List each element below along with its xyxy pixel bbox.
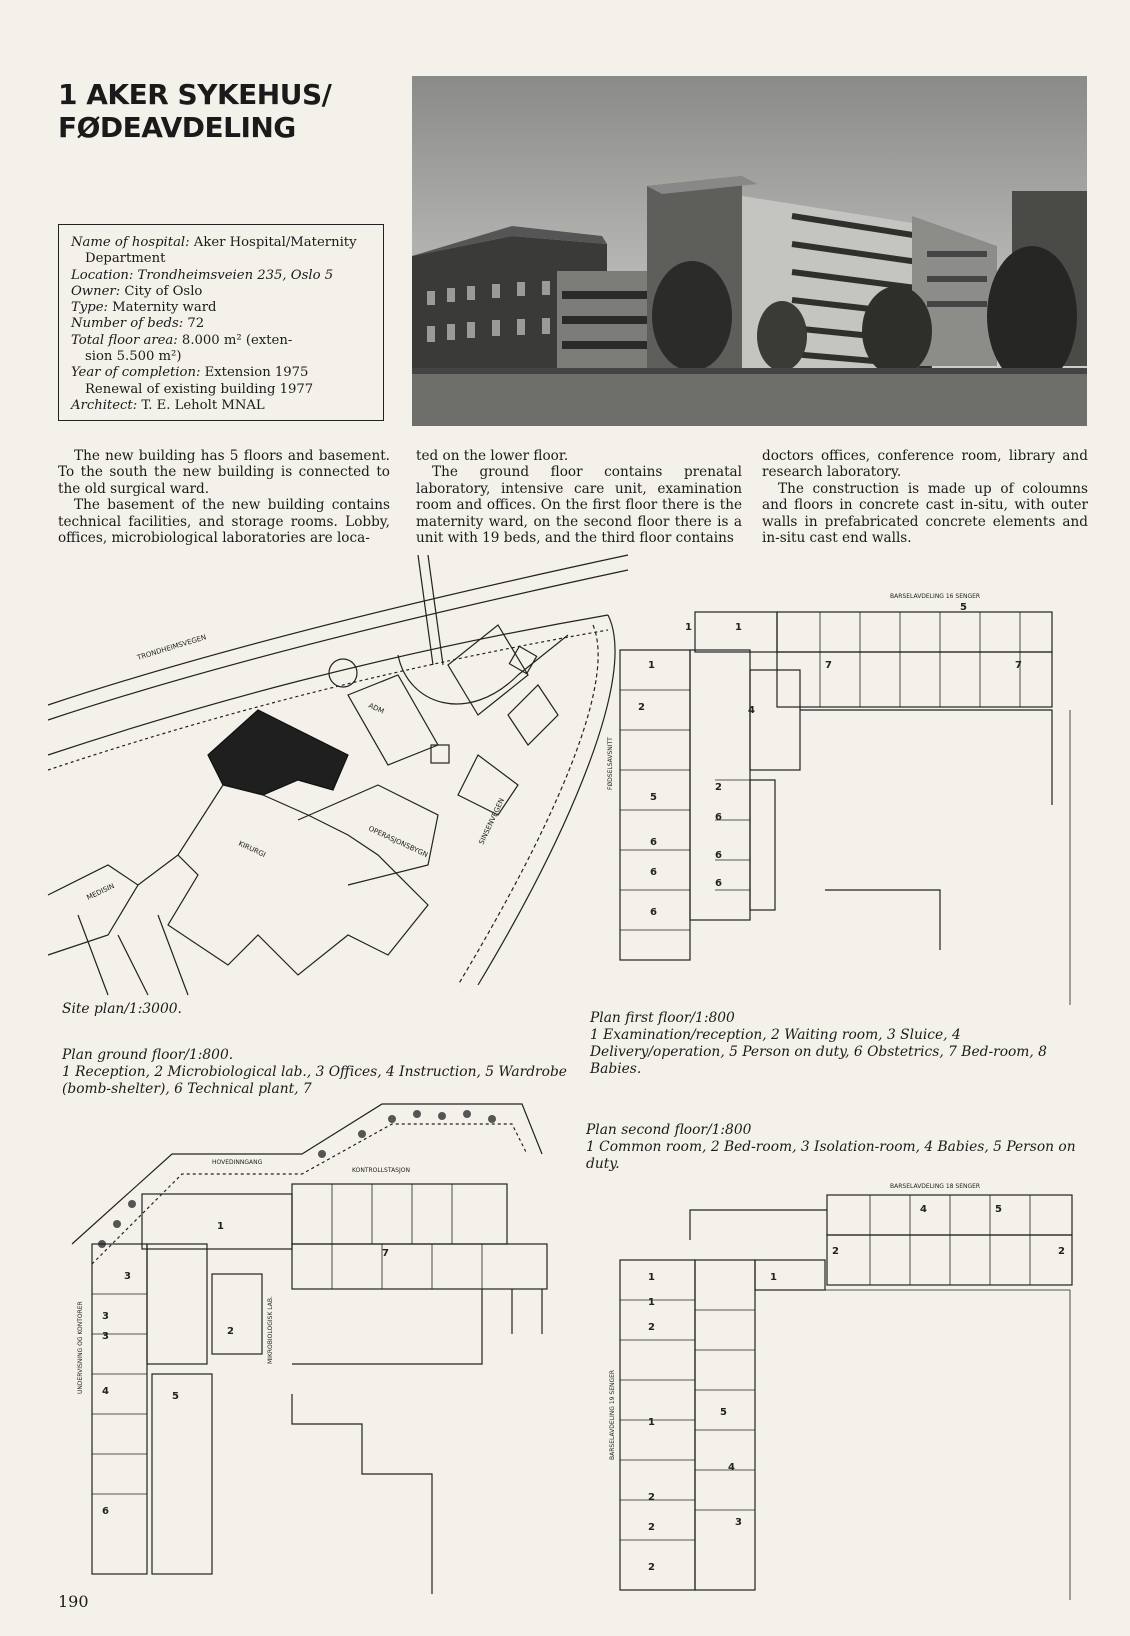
svg-text:5: 5 xyxy=(172,1391,179,1402)
name-label: Name of hospital: xyxy=(71,235,190,250)
paragraph: The basement of the new building contains technical facilities, and storage rooms. Lobby, offices, microbiological laboratories are loca- xyxy=(58,497,390,547)
svg-text:1: 1 xyxy=(648,1417,655,1428)
location-line: Location: Trondheimsveien 235, Oslo 5 xyxy=(71,267,334,283)
caption-first-floor xyxy=(590,1010,1090,1078)
site-label-operasjon: OPERASJONSBYGN xyxy=(367,824,430,860)
owner-label: Owner: xyxy=(71,283,121,299)
second-floor-plan xyxy=(609,1180,1100,1600)
svg-text:2: 2 xyxy=(648,1492,655,1503)
svg-text:6: 6 xyxy=(650,837,657,848)
building-photo xyxy=(412,76,1087,426)
name-value: Aker Hospital/Maternity xyxy=(189,235,357,250)
svg-text:5: 5 xyxy=(720,1407,727,1418)
plan-label-entrance: HOVEDINNGANG xyxy=(212,1159,263,1166)
svg-text:1: 1 xyxy=(648,1297,655,1308)
svg-text:4: 4 xyxy=(748,705,755,716)
first-floor-plan xyxy=(607,590,1100,1005)
site-label-road1: TRONDHEIMSVEGEN xyxy=(136,633,208,662)
beds-value: 72 xyxy=(183,316,205,332)
site-label-adm: ADM xyxy=(367,701,386,716)
svg-text:7: 7 xyxy=(1015,660,1022,671)
title-line-2: FØDEAVDELING xyxy=(58,111,296,144)
year-value-cont: Renewal of existing building 1977 xyxy=(85,381,314,397)
paragraph: doctors offices, conference room, library and research laboratory. xyxy=(762,448,1088,481)
page-number: 190 xyxy=(58,1592,89,1611)
year-label: Year of completion: xyxy=(71,365,201,381)
plan-header-second: BARSELAVDELING 18 SENGER xyxy=(890,1183,981,1190)
caption-ground-title: Plan ground floor/1:800. xyxy=(62,1047,234,1063)
paragraph: The ground floor contains prenatal laboratory, intensive care unit, examination room and offices. On the first floor there is the maternity ward, on the second floor there is a unit with 19 beds, and the third floor contains xyxy=(416,464,742,547)
svg-text:6: 6 xyxy=(102,1506,109,1517)
svg-text:4: 4 xyxy=(102,1386,109,1397)
plan-side-first: FØDSELSAVSNITT xyxy=(607,737,614,790)
svg-text:6: 6 xyxy=(715,812,722,823)
svg-text:2: 2 xyxy=(227,1326,234,1337)
svg-text:6: 6 xyxy=(650,907,657,918)
paragraph: The new building has 5 floors and basement. To the south the new building is connected to the old surgical ward. xyxy=(58,448,390,497)
svg-text:3: 3 xyxy=(102,1331,109,1342)
ground-floor-plan xyxy=(52,1094,592,1594)
svg-text:5: 5 xyxy=(650,792,657,803)
plan-side-second: BARSELAVDELING 19 SENGER xyxy=(609,1369,616,1460)
caption-first-title: Plan first floor/1:800 xyxy=(590,1010,735,1026)
site-plan-drawing xyxy=(48,555,628,995)
hospital-info-box xyxy=(58,224,384,421)
caption-second-floor xyxy=(586,1122,1091,1173)
svg-text:2: 2 xyxy=(715,782,722,793)
svg-text:5: 5 xyxy=(995,1204,1002,1215)
caption-ground-floor xyxy=(62,1047,572,1098)
svg-text:3: 3 xyxy=(124,1271,131,1282)
svg-text:6: 6 xyxy=(715,850,722,861)
svg-text:3: 3 xyxy=(102,1311,109,1322)
svg-text:1: 1 xyxy=(648,660,655,671)
svg-text:2: 2 xyxy=(648,1322,655,1333)
caption-first-text: 1 Examination/reception, 2 Waiting room, 3 Sluice, 4 Delivery/operation, 5 Person on duty, 6 Obstetrics, 7 Bed-room, 8 Babies. xyxy=(590,1027,1047,1077)
svg-text:7: 7 xyxy=(382,1248,389,1259)
svg-text:5: 5 xyxy=(960,602,967,613)
caption-site-plan: Site plan/1:3000. xyxy=(62,1001,182,1017)
plan-label-lab: MIKROBIOLOGISK LAB. xyxy=(267,1296,274,1364)
area-value-cont: sion 5.500 m²) xyxy=(85,349,182,365)
body-column-2 xyxy=(416,448,742,546)
beds-label: Number of beds: xyxy=(71,316,184,332)
svg-text:6: 6 xyxy=(650,867,657,878)
owner-value: City of Oslo xyxy=(120,283,203,299)
svg-text:2: 2 xyxy=(832,1246,839,1257)
svg-text:1: 1 xyxy=(648,1272,655,1283)
svg-text:2: 2 xyxy=(638,702,645,713)
caption-ground-text: 1 Reception, 2 Microbiological lab., 3 Offices, 4 Instruction, 5 Wardrobe (bomb-shelter), 6 Technical plant, 7 xyxy=(62,1064,567,1097)
site-label-medisin: MEDISIN xyxy=(85,882,116,902)
caption-second-title: Plan second floor/1:800 xyxy=(586,1122,752,1138)
page-title xyxy=(58,78,331,144)
svg-text:2: 2 xyxy=(648,1522,655,1533)
area-label: Total floor area: xyxy=(71,332,178,348)
svg-text:3: 3 xyxy=(735,1517,742,1528)
caption-second-text: 1 Common room, 2 Bed-room, 3 Isolation-room, 4 Babies, 5 Person on duty. xyxy=(586,1139,1076,1172)
svg-text:4: 4 xyxy=(728,1462,735,1473)
svg-text:1: 1 xyxy=(685,622,692,633)
architect-label: Architect: xyxy=(71,397,138,413)
paragraph: The construction is made up of coloumns and floors in concrete cast in-situ, with outer walls in prefabricated concrete elements and in-situ cast end walls. xyxy=(762,480,1088,547)
svg-text:1: 1 xyxy=(735,622,742,633)
site-label-road2: SINSENVEGEN xyxy=(477,797,507,846)
name-value-cont: Department xyxy=(85,251,166,267)
body-column-1 xyxy=(58,448,390,546)
svg-text:4: 4 xyxy=(920,1204,927,1215)
svg-text:6: 6 xyxy=(715,878,722,889)
body-column-3 xyxy=(762,448,1088,546)
paragraph: ted on the lower floor. xyxy=(416,448,569,464)
svg-text:2: 2 xyxy=(1058,1246,1065,1257)
title-line-1: 1 AKER SYKEHUS/ xyxy=(58,78,332,111)
architect-value: T. E. Leholt MNAL xyxy=(137,397,265,413)
type-label: Type: xyxy=(71,300,108,316)
svg-text:7: 7 xyxy=(825,660,832,671)
year-value: Extension 1975 xyxy=(200,365,309,381)
site-label-kirurgi: KIRURGI xyxy=(237,839,267,860)
svg-text:1: 1 xyxy=(770,1272,777,1283)
svg-text:1: 1 xyxy=(217,1221,224,1232)
area-value: 8.000 m² (exten- xyxy=(177,332,293,348)
plan-label-control: KONTROLLSTASJON xyxy=(352,1167,410,1174)
type-value: Maternity ward xyxy=(107,300,217,316)
plan-header-first: BARSELAVDELING 16 SENGER xyxy=(890,593,981,600)
plan-side-ground: UNDERVISNING OG KONTORER xyxy=(77,1301,84,1394)
svg-text:2: 2 xyxy=(648,1562,655,1573)
